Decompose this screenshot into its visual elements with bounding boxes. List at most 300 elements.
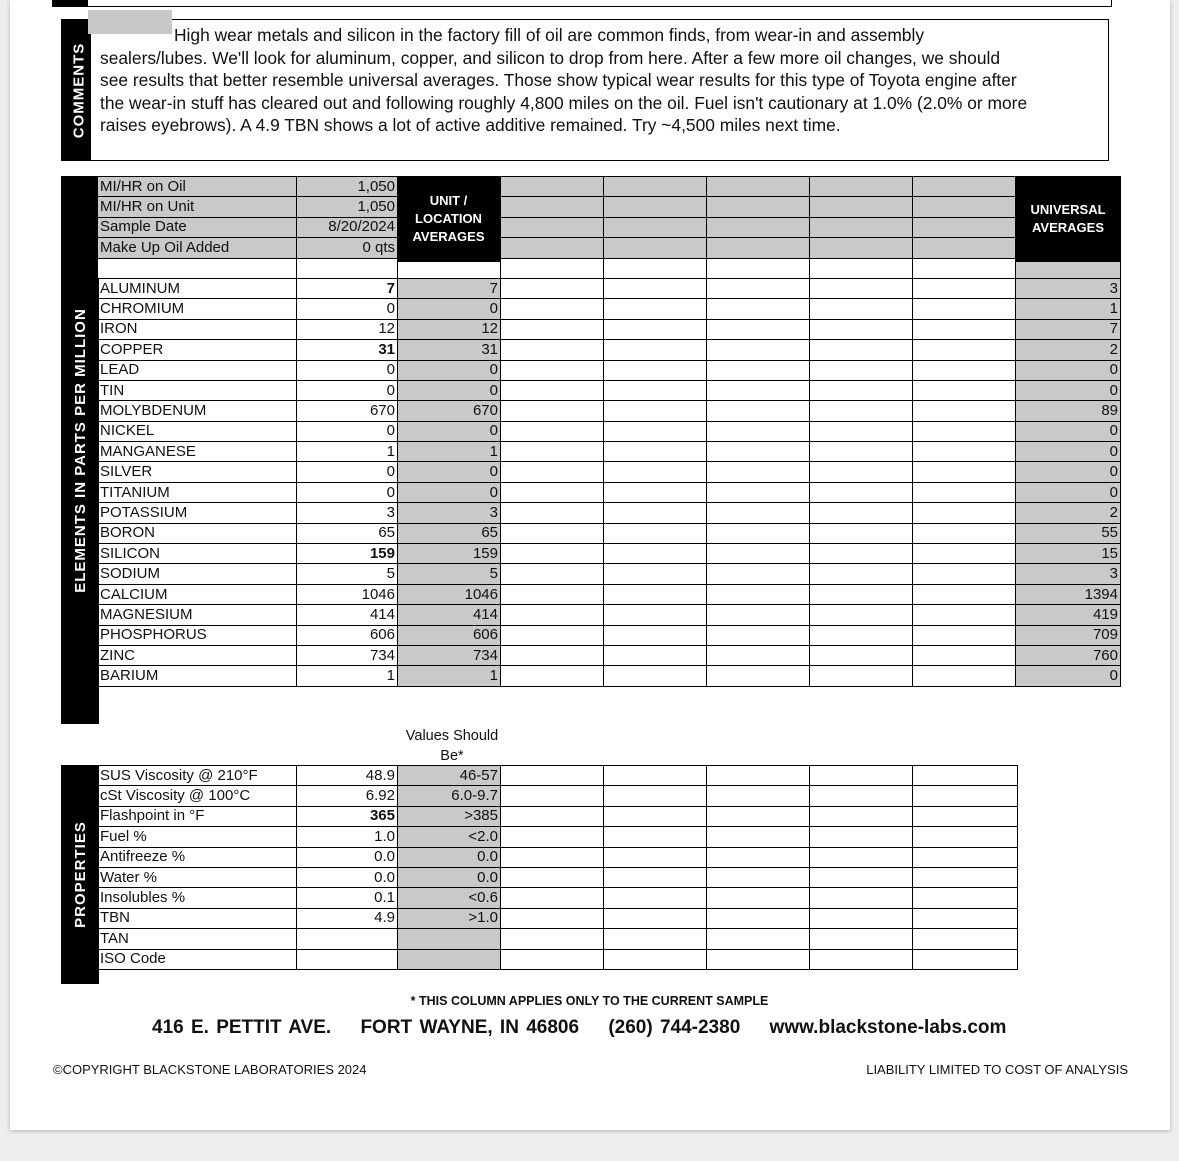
history-cell bbox=[810, 319, 913, 339]
element-universal-average: 89 bbox=[1016, 401, 1121, 421]
history-cell bbox=[913, 666, 1016, 686]
history-cell bbox=[501, 544, 604, 564]
history-cell bbox=[707, 766, 810, 786]
comments-title: COMMENTS bbox=[70, 42, 88, 138]
phone: (260) 744-2380 bbox=[608, 1017, 741, 1038]
history-cell bbox=[707, 827, 810, 847]
element-universal-average: 709 bbox=[1016, 625, 1121, 645]
history-cell bbox=[501, 867, 604, 887]
info-value: 8/20/2024 bbox=[297, 217, 398, 237]
element-name: NICKEL bbox=[98, 421, 297, 441]
property-should-be: 6.0-9.7 bbox=[398, 786, 501, 806]
property-row bbox=[98, 786, 1018, 806]
history-cell bbox=[810, 523, 913, 543]
property-should-be: >1.0 bbox=[398, 908, 501, 928]
property-value: 1.0 bbox=[297, 827, 398, 847]
element-name: IRON bbox=[98, 319, 297, 339]
element-row bbox=[98, 544, 1121, 564]
history-cell bbox=[501, 625, 604, 645]
history-cell bbox=[810, 766, 913, 786]
spacer-cell bbox=[707, 258, 810, 278]
history-cell bbox=[604, 319, 707, 339]
history-cell bbox=[707, 299, 810, 319]
property-should-be: 0.0 bbox=[398, 847, 501, 867]
element-value: 414 bbox=[297, 605, 398, 625]
history-cell bbox=[501, 584, 604, 604]
element-universal-average: 0 bbox=[1016, 666, 1121, 686]
element-unit-average: 7 bbox=[398, 278, 501, 298]
info-label: Sample Date bbox=[98, 217, 297, 237]
element-universal-average: 419 bbox=[1016, 605, 1121, 625]
history-cell bbox=[707, 462, 810, 482]
history-cell bbox=[707, 380, 810, 400]
history-cell bbox=[604, 177, 707, 197]
history-cell bbox=[604, 605, 707, 625]
website-link[interactable]: www.blackstone-labs.com bbox=[769, 1017, 1007, 1038]
element-unit-average: 5 bbox=[398, 564, 501, 584]
comments-text: High wear metals and silicon in the factory fill of oil are common finds, from wear-in and assembly sealers/lubes. We'll look for aluminum, copper, and silicon to drop from here. After a few more oil changes, we should see results that better resemble universal averages. Those show typical wear results for this type of Toyota engine after the wear-in stuff has cleared out and following roughly 4,800 miles on the oil. Fuel isn't cautionary at 1.0% (2.0% or more raises eyebrows). A 4.9 TBN shows a lot of active additive remained. Try ~4,500 miles next time. bbox=[100, 25, 1028, 135]
history-cell bbox=[707, 482, 810, 502]
liability-notice: LIABILITY LIMITED TO COST OF ANALYSIS bbox=[866, 1062, 1128, 1077]
history-cell bbox=[913, 360, 1016, 380]
history-cell bbox=[707, 177, 810, 197]
element-value: 31 bbox=[297, 340, 398, 360]
spacer-row bbox=[98, 258, 1121, 278]
element-universal-average: 0 bbox=[1016, 442, 1121, 462]
element-unit-average: 12 bbox=[398, 319, 501, 339]
previous-section-label-edge bbox=[52, 0, 88, 7]
property-name: TAN bbox=[98, 929, 297, 949]
history-cell bbox=[810, 421, 913, 441]
element-name: CHROMIUM bbox=[98, 299, 297, 319]
element-value: 0 bbox=[297, 360, 398, 380]
history-cell bbox=[501, 238, 604, 258]
previous-section-edge bbox=[52, 0, 1112, 7]
element-universal-average: 3 bbox=[1016, 564, 1121, 584]
element-name: SODIUM bbox=[98, 564, 297, 584]
element-value: 12 bbox=[297, 319, 398, 339]
history-cell bbox=[501, 847, 604, 867]
element-row bbox=[98, 340, 1121, 360]
element-name: BORON bbox=[98, 523, 297, 543]
history-cell bbox=[604, 278, 707, 298]
property-should-be: <2.0 bbox=[398, 827, 501, 847]
property-should-be bbox=[398, 929, 501, 949]
history-cell bbox=[501, 766, 604, 786]
history-cell bbox=[707, 360, 810, 380]
history-cell bbox=[707, 197, 810, 217]
info-row bbox=[98, 177, 1121, 197]
property-should-be: 46-57 bbox=[398, 766, 501, 786]
history-cell bbox=[501, 482, 604, 502]
element-value: 0 bbox=[297, 462, 398, 482]
history-cell bbox=[707, 401, 810, 421]
history-cell bbox=[810, 238, 913, 258]
history-cell bbox=[913, 766, 1018, 786]
history-cell bbox=[810, 462, 913, 482]
element-universal-average: 3 bbox=[1016, 278, 1121, 298]
history-cell bbox=[707, 278, 810, 298]
element-unit-average: 0 bbox=[398, 360, 501, 380]
history-cell bbox=[501, 949, 604, 969]
history-cell bbox=[501, 380, 604, 400]
history-cell bbox=[604, 908, 707, 928]
history-cell bbox=[913, 584, 1016, 604]
property-value: 6.92 bbox=[297, 786, 398, 806]
property-name: cSt Viscosity @ 100°C bbox=[98, 786, 297, 806]
spacer-cell bbox=[913, 258, 1016, 278]
history-cell bbox=[604, 847, 707, 867]
history-cell bbox=[913, 605, 1016, 625]
property-row bbox=[98, 766, 1018, 786]
element-unit-average: 670 bbox=[398, 401, 501, 421]
history-cell bbox=[810, 503, 913, 523]
history-cell bbox=[707, 421, 810, 441]
history-cell bbox=[913, 482, 1016, 502]
history-cell bbox=[501, 177, 604, 197]
history-cell bbox=[501, 197, 604, 217]
property-name: Water % bbox=[98, 867, 297, 887]
footnote: * THIS COLUMN APPLIES ONLY TO THE CURRENT SAMPLE bbox=[410, 994, 769, 1008]
street: 416 E. PETTIT AVE. bbox=[152, 1017, 332, 1038]
element-name: PHOSPHORUS bbox=[98, 625, 297, 645]
spacer-cell bbox=[810, 258, 913, 278]
history-cell bbox=[810, 949, 913, 969]
history-cell bbox=[913, 867, 1018, 887]
history-cell bbox=[913, 523, 1016, 543]
element-value: 159 bbox=[297, 544, 398, 564]
history-cell bbox=[604, 238, 707, 258]
element-value: 670 bbox=[297, 401, 398, 421]
element-row bbox=[98, 278, 1121, 298]
history-cell bbox=[501, 929, 604, 949]
element-row bbox=[98, 380, 1121, 400]
elements-side-label bbox=[61, 176, 99, 724]
history-cell bbox=[501, 299, 604, 319]
element-unit-average: 159 bbox=[398, 544, 501, 564]
history-cell bbox=[810, 217, 913, 237]
property-should-be: <0.6 bbox=[398, 888, 501, 908]
history-cell bbox=[501, 564, 604, 584]
history-cell bbox=[604, 806, 707, 826]
elements-title: ELEMENTS IN PARTS PER MILLION bbox=[71, 307, 89, 593]
element-row bbox=[98, 605, 1121, 625]
history-cell bbox=[604, 867, 707, 887]
history-cell bbox=[604, 766, 707, 786]
property-value: 365 bbox=[297, 806, 398, 826]
history-cell bbox=[707, 503, 810, 523]
history-cell bbox=[913, 544, 1016, 564]
history-cell bbox=[913, 177, 1016, 197]
property-value: 0.0 bbox=[297, 867, 398, 887]
history-cell bbox=[913, 442, 1016, 462]
history-cell bbox=[913, 786, 1018, 806]
history-cell bbox=[501, 666, 604, 686]
element-row bbox=[98, 523, 1121, 543]
element-value: 734 bbox=[297, 645, 398, 665]
history-cell bbox=[604, 625, 707, 645]
element-value: 606 bbox=[297, 625, 398, 645]
history-cell bbox=[707, 847, 810, 867]
history-cell bbox=[810, 806, 913, 826]
history-cell bbox=[501, 827, 604, 847]
universal-averages-header-text: UNIVERSAL AVERAGES bbox=[1030, 202, 1106, 235]
history-cell bbox=[913, 564, 1016, 584]
element-name: TIN bbox=[98, 380, 297, 400]
history-cell bbox=[707, 645, 810, 665]
property-should-be: 0.0 bbox=[398, 867, 501, 887]
history-cell bbox=[913, 806, 1018, 826]
history-cell bbox=[810, 888, 913, 908]
element-row bbox=[98, 319, 1121, 339]
spacer-cell bbox=[297, 258, 398, 278]
spacer-cell bbox=[98, 258, 297, 278]
element-unit-average: 606 bbox=[398, 625, 501, 645]
unit-averages-header-text: UNIT / LOCATION AVERAGES bbox=[412, 193, 485, 244]
element-name: COPPER bbox=[98, 340, 297, 360]
property-should-be: >385 bbox=[398, 806, 501, 826]
element-name: SILVER bbox=[98, 462, 297, 482]
info-label: Make Up Oil Added bbox=[98, 238, 297, 258]
history-cell bbox=[707, 625, 810, 645]
element-universal-average: 760 bbox=[1016, 645, 1121, 665]
element-name: CALCIUM bbox=[98, 584, 297, 604]
property-name: Insolubles % bbox=[98, 888, 297, 908]
universal-averages-header bbox=[1016, 176, 1120, 262]
history-cell bbox=[604, 401, 707, 421]
element-row bbox=[98, 462, 1121, 482]
element-unit-average: 0 bbox=[398, 421, 501, 441]
element-universal-average: 2 bbox=[1016, 503, 1121, 523]
history-cell bbox=[810, 605, 913, 625]
info-row bbox=[98, 238, 1121, 258]
history-cell bbox=[810, 666, 913, 686]
element-row bbox=[98, 401, 1121, 421]
element-name: ALUMINUM bbox=[98, 278, 297, 298]
element-universal-average: 0 bbox=[1016, 421, 1121, 441]
history-cell bbox=[604, 442, 707, 462]
history-cell bbox=[913, 278, 1016, 298]
history-cell bbox=[604, 564, 707, 584]
history-cell bbox=[913, 908, 1018, 928]
element-unit-average: 65 bbox=[398, 523, 501, 543]
element-value: 0 bbox=[297, 482, 398, 502]
element-unit-average: 3 bbox=[398, 503, 501, 523]
history-cell bbox=[913, 217, 1016, 237]
element-unit-average: 31 bbox=[398, 340, 501, 360]
history-cell bbox=[501, 888, 604, 908]
property-row bbox=[98, 908, 1018, 928]
property-row bbox=[98, 847, 1018, 867]
history-cell bbox=[913, 319, 1016, 339]
history-cell bbox=[707, 564, 810, 584]
history-cell bbox=[501, 319, 604, 339]
history-cell bbox=[810, 584, 913, 604]
property-value bbox=[297, 929, 398, 949]
history-cell bbox=[707, 319, 810, 339]
history-cell bbox=[604, 197, 707, 217]
element-universal-average: 15 bbox=[1016, 544, 1121, 564]
history-cell bbox=[810, 847, 913, 867]
info-label: MI/HR on Unit bbox=[98, 197, 297, 217]
info-value: 1,050 bbox=[297, 197, 398, 217]
history-cell bbox=[810, 645, 913, 665]
element-value: 0 bbox=[297, 299, 398, 319]
lab-address bbox=[152, 1017, 1006, 1039]
element-unit-average: 0 bbox=[398, 482, 501, 502]
element-row bbox=[98, 666, 1121, 686]
element-unit-average: 0 bbox=[398, 462, 501, 482]
history-cell bbox=[913, 340, 1016, 360]
element-row bbox=[98, 482, 1121, 502]
history-cell bbox=[604, 827, 707, 847]
property-name: Fuel % bbox=[98, 827, 297, 847]
property-row bbox=[98, 827, 1018, 847]
history-cell bbox=[707, 806, 810, 826]
property-name: ISO Code bbox=[98, 949, 297, 969]
property-row bbox=[98, 806, 1018, 826]
element-universal-average: 0 bbox=[1016, 360, 1121, 380]
element-unit-average: 0 bbox=[398, 299, 501, 319]
history-cell bbox=[604, 217, 707, 237]
element-universal-average: 1394 bbox=[1016, 584, 1121, 604]
history-cell bbox=[501, 217, 604, 237]
history-cell bbox=[707, 949, 810, 969]
history-cell bbox=[810, 564, 913, 584]
element-universal-average: 1 bbox=[1016, 299, 1121, 319]
property-value: 0.0 bbox=[297, 847, 398, 867]
history-cell bbox=[810, 908, 913, 928]
history-cell bbox=[604, 421, 707, 441]
city: FORT WAYNE, IN 46806 bbox=[360, 1017, 580, 1038]
history-cell bbox=[707, 544, 810, 564]
element-name: POTASSIUM bbox=[98, 503, 297, 523]
history-cell bbox=[707, 929, 810, 949]
history-cell bbox=[810, 360, 913, 380]
spacer-cell bbox=[604, 258, 707, 278]
history-cell bbox=[707, 238, 810, 258]
history-cell bbox=[913, 827, 1018, 847]
element-unit-average: 0 bbox=[398, 380, 501, 400]
history-cell bbox=[707, 888, 810, 908]
element-universal-average: 0 bbox=[1016, 462, 1121, 482]
history-cell bbox=[604, 299, 707, 319]
history-cell bbox=[810, 278, 913, 298]
elements-table bbox=[97, 176, 1121, 687]
history-cell bbox=[707, 786, 810, 806]
history-cell bbox=[604, 929, 707, 949]
history-cell bbox=[810, 177, 913, 197]
history-cell bbox=[707, 867, 810, 887]
history-cell bbox=[501, 908, 604, 928]
history-cell bbox=[501, 340, 604, 360]
history-cell bbox=[501, 360, 604, 380]
element-unit-average: 1046 bbox=[398, 584, 501, 604]
property-name: Flashpoint in °F bbox=[98, 806, 297, 826]
history-cell bbox=[604, 888, 707, 908]
element-row bbox=[98, 584, 1121, 604]
element-row bbox=[98, 625, 1121, 645]
history-cell bbox=[501, 462, 604, 482]
history-cell bbox=[913, 421, 1016, 441]
element-value: 1 bbox=[297, 442, 398, 462]
history-cell bbox=[810, 827, 913, 847]
history-cell bbox=[501, 786, 604, 806]
history-cell bbox=[810, 197, 913, 217]
element-value: 65 bbox=[297, 523, 398, 543]
history-cell bbox=[810, 299, 913, 319]
history-cell bbox=[913, 949, 1018, 969]
history-cell bbox=[810, 442, 913, 462]
info-value: 0 qts bbox=[297, 238, 398, 258]
element-value: 3 bbox=[297, 503, 398, 523]
element-row bbox=[98, 645, 1121, 665]
spacer-cell bbox=[501, 258, 604, 278]
history-cell bbox=[913, 462, 1016, 482]
element-value: 0 bbox=[297, 421, 398, 441]
info-row bbox=[98, 197, 1121, 217]
property-should-be bbox=[398, 949, 501, 969]
property-row bbox=[98, 929, 1018, 949]
history-cell bbox=[810, 786, 913, 806]
copyright: ©COPYRIGHT BLACKSTONE LABORATORIES 2024 bbox=[53, 1062, 367, 1077]
history-cell bbox=[913, 888, 1018, 908]
element-unit-average: 734 bbox=[398, 645, 501, 665]
history-cell bbox=[604, 482, 707, 502]
history-cell bbox=[501, 806, 604, 826]
property-name: Antifreeze % bbox=[98, 847, 297, 867]
history-cell bbox=[604, 645, 707, 665]
history-cell bbox=[604, 584, 707, 604]
history-cell bbox=[913, 299, 1016, 319]
element-name: MAGNESIUM bbox=[98, 605, 297, 625]
history-cell bbox=[501, 503, 604, 523]
info-row bbox=[98, 217, 1121, 237]
property-value bbox=[297, 949, 398, 969]
property-row bbox=[98, 949, 1018, 969]
property-row bbox=[98, 888, 1018, 908]
element-row bbox=[98, 564, 1121, 584]
history-cell bbox=[810, 625, 913, 645]
history-cell bbox=[913, 847, 1018, 867]
element-name: MANGANESE bbox=[98, 442, 297, 462]
history-cell bbox=[810, 340, 913, 360]
property-row bbox=[98, 867, 1018, 887]
element-value: 7 bbox=[297, 278, 398, 298]
history-cell bbox=[604, 666, 707, 686]
element-row bbox=[98, 503, 1121, 523]
history-cell bbox=[913, 645, 1016, 665]
history-cell bbox=[604, 462, 707, 482]
history-cell bbox=[604, 380, 707, 400]
element-universal-average: 55 bbox=[1016, 523, 1121, 543]
history-cell bbox=[707, 340, 810, 360]
property-value: 0.1 bbox=[297, 888, 398, 908]
element-value: 0 bbox=[297, 380, 398, 400]
history-cell bbox=[913, 380, 1016, 400]
info-value: 1,050 bbox=[297, 177, 398, 197]
history-cell bbox=[913, 625, 1016, 645]
element-name: MOLYBDENUM bbox=[98, 401, 297, 421]
history-cell bbox=[810, 482, 913, 502]
history-cell bbox=[913, 503, 1016, 523]
properties-title: PROPERTIES bbox=[71, 821, 89, 928]
history-cell bbox=[913, 197, 1016, 217]
element-row bbox=[98, 299, 1121, 319]
history-cell bbox=[810, 380, 913, 400]
element-name: SILICON bbox=[98, 544, 297, 564]
element-value: 1 bbox=[297, 666, 398, 686]
